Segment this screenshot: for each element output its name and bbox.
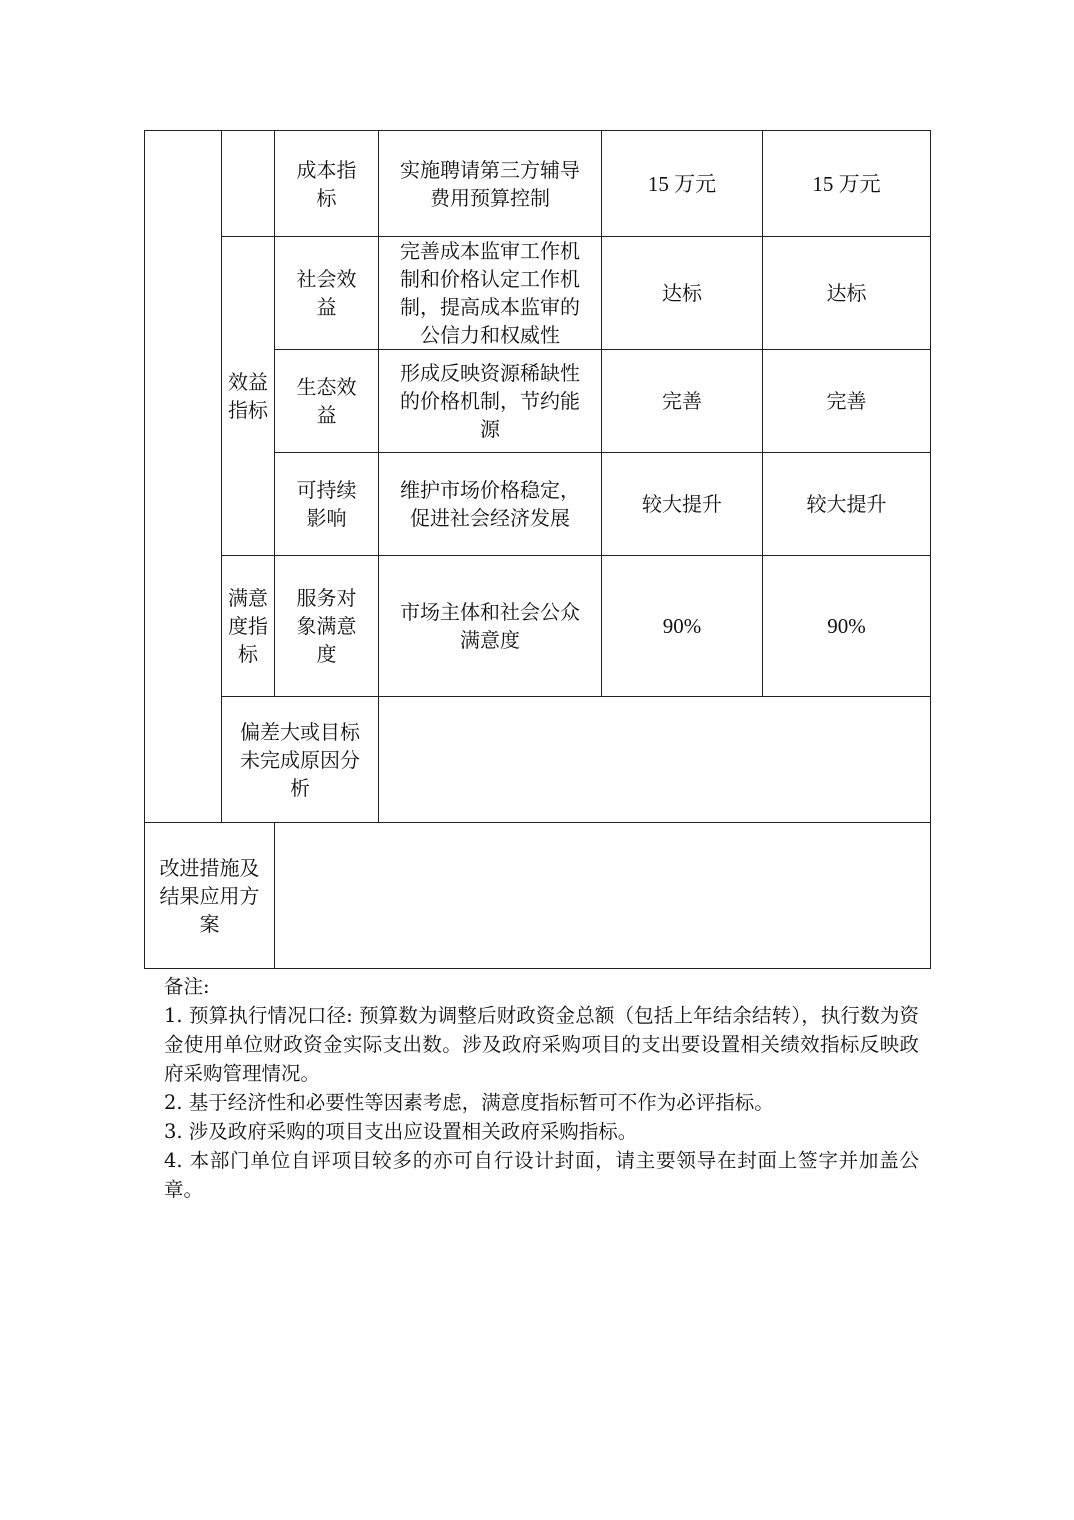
target-value: 15 万元 [602, 131, 763, 237]
indicator-content: 市场主体和社会公众满意度 [379, 556, 602, 697]
target-value: 90% [602, 556, 763, 697]
notes-section [164, 972, 919, 1204]
indicator-category: 成本指标 [275, 131, 379, 237]
actual-value: 达标 [763, 237, 931, 350]
indicator-category: 社会效益 [275, 237, 379, 350]
group-blank-cell [222, 131, 275, 237]
table-row [145, 237, 931, 350]
note-item: 3. 涉及政府采购的项目支出应设置相关政府采购指标。 [164, 1120, 638, 1143]
indicator-category: 生态效益 [275, 350, 379, 453]
target-value: 完善 [602, 350, 763, 453]
actual-value: 15 万元 [763, 131, 931, 237]
target-value: 达标 [602, 237, 763, 350]
group-benefit-label: 效益指标 [222, 237, 275, 556]
group-satisfaction-label: 满意度指标 [222, 556, 275, 697]
performance-indicator-table [144, 130, 931, 969]
table-row [145, 131, 931, 237]
note-item: 1. 预算执行情况口径: 预算数为调整后财政资金总额（包括上年结余结转），执行数为资金使用单位财政资金实际支出数。涉及政府采购项目的支出要设置相关绩效指标反映政府采购管理情况。 [164, 1004, 919, 1085]
level1-blank-cell [145, 131, 222, 823]
indicator-content: 形成反映资源稀缺性的价格机制，节约能源 [379, 350, 602, 453]
indicator-category: 服务对象满意度 [275, 556, 379, 697]
deviation-analysis-label: 偏差大或目标未完成原因分析 [222, 697, 379, 823]
indicator-content: 实施聘请第三方辅导费用预算控制 [379, 131, 602, 237]
notes-heading: 备注: [164, 975, 210, 998]
indicator-content: 维护市场价格稳定，促进社会经济发展 [379, 453, 602, 556]
indicator-category: 可持续影响 [275, 453, 379, 556]
note-item: 2. 基于经济性和必要性等因素考虑，满意度指标暂可不作为必评指标。 [164, 1091, 774, 1114]
table-row [145, 697, 931, 823]
actual-value: 较大提升 [763, 453, 931, 556]
actual-value: 90% [763, 556, 931, 697]
improvement-plan-label: 改进措施及结果应用方案 [145, 823, 275, 969]
table-row [145, 556, 931, 697]
actual-value: 完善 [763, 350, 931, 453]
improvement-plan-value [275, 823, 931, 969]
deviation-analysis-value [379, 697, 931, 823]
table-row [145, 823, 931, 969]
note-item: 4. 本部门单位自评项目较多的亦可自行设计封面，请主要领导在封面上签字并加盖公章。 [164, 1149, 919, 1201]
indicator-content: 完善成本监审工作机制和价格认定工作机制，提高成本监审的公信力和权威性 [379, 237, 602, 350]
target-value: 较大提升 [602, 453, 763, 556]
